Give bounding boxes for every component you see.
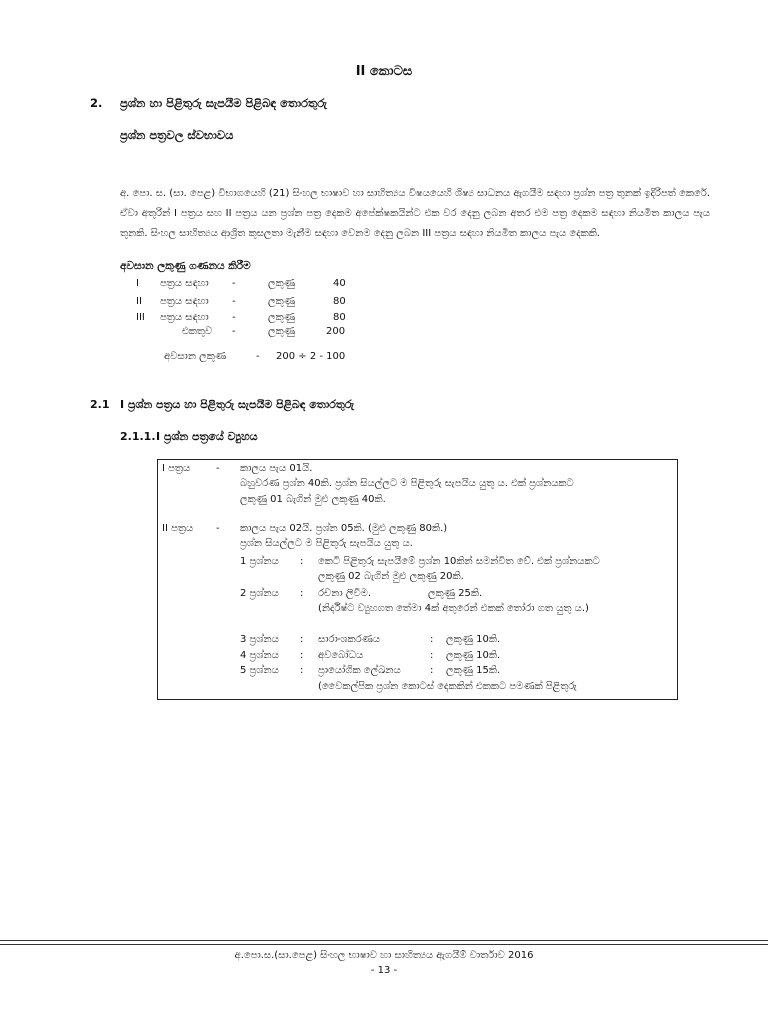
paper1-duration: කාලය පැය 01යි. — [240, 463, 313, 474]
question-1-text: කෙටි පිළිතුරු සැපයීමේ ප්‍රශ්න 10කින් සමන්විත වේ. එක් ප්‍රශ්නයකට — [318, 556, 600, 567]
final-marks-heading: අවසාන ලකුණු ගණනය කිරීම — [120, 260, 251, 272]
question-2-colon: : — [300, 588, 304, 599]
marks-row-num: III — [136, 312, 145, 323]
question-3-colon-2: : — [430, 634, 434, 645]
question-2-text: රචනා ලිවීම. — [318, 588, 372, 599]
question-3-label: 3 ප්‍රශ්නය — [240, 634, 279, 645]
question-1-label: 1 ප්‍රශ්නය — [240, 556, 279, 567]
section-2-1-1-number: 2.1.1. — [120, 430, 156, 443]
marks-total-label: එකතුව — [182, 326, 213, 337]
marks-row-unit: ලකුණු — [268, 312, 295, 323]
marks-total-dash: - — [232, 326, 236, 337]
paper1-description: බහුවරණ ප්‍රශ්න 40කි. ප්‍රශ්න සියල්ලට ම පිළිතුරු සැපයිය යුතු ය. එක් ප්‍රශ්නයකට — [240, 478, 574, 489]
nature-heading: ප්‍රශ්න පත්‍රවල ස්වභාවය — [120, 128, 234, 142]
marks-row-value: 40 — [333, 278, 346, 289]
paper2-duration: කාලය පැය 02යි. ප්‍රශ්න 05කි. (මුළු ලකුණු 80කි.) — [240, 523, 448, 534]
paper2-dash: - — [216, 523, 220, 534]
question-4-text: අවබෝධය — [318, 650, 364, 661]
paper1-dash: - — [216, 463, 220, 474]
question-4-label: 4 ප්‍රශ්නය — [240, 650, 279, 661]
section-2-1-title: I ප්‍රශ්න පත්‍රය හා පිළිතුරු සැපයීම පිළිබඳ තොරතුරු — [120, 398, 355, 411]
question-4-marks: ලකුණු 10කි. — [446, 650, 501, 661]
intro-paragraph: අ. පො. ස. (සා. පෙළ) විභාගයෙහි (21) සිංහල භාෂාව හා සාහිත්‍යය විෂයයෙහි ශිෂ්‍ය සාධනය ඇගයීම සඳහා ප්‍රශ්න පත්‍ර තුනක් ඉදිරිපත් කෙරේ. ඒවා අතුරින් I පත්‍රය සහ II පත්‍රය යන ප්‍රශ්න පත්‍ර දෙකම අපේක්ෂකයින්ට එක වර දෙනු ලබන අතර එම පත්‍ර දෙකම සඳහා නියමිත කාලය පැය තුනකි. සිංහල සාහිත්‍යය ආශ්‍රිත කුසලතා මැනීම සඳහා වෙනම දෙනු ලබන III පත්‍රය සඳහා නියමිත කාලය පැය දෙකකි. — [120, 188, 710, 239]
final-mark-label: අවසාන ලකුණ — [164, 351, 227, 362]
question-2-label: 2 ප්‍රශ්නය — [240, 588, 279, 599]
question-5-label: 5 ප්‍රශ්නය — [240, 665, 279, 676]
marks-row-dash: - — [232, 296, 236, 307]
marks-row-label: පත්‍රය සඳහා — [160, 278, 209, 289]
question-3-marks: ලකුණු 10කි. — [446, 634, 501, 645]
section-2-1-number: 2.1 — [90, 398, 110, 411]
marks-row-label: පත්‍රය සඳහා — [160, 312, 209, 323]
marks-row-value: 80 — [333, 296, 346, 307]
marks-row-unit: ලකුණු — [268, 278, 295, 289]
question-2-marks: ලකුණු 25කි. — [428, 588, 483, 599]
question-5-text: ප්‍රායෝගික ලේඛනය — [318, 665, 401, 676]
question-1-colon: : — [300, 556, 304, 567]
section-2-1-1-title: I ප්‍රශ්න පත්‍රයේ ව්‍යුහය — [156, 430, 258, 443]
marks-row-label: පත්‍රය සඳහා — [160, 296, 209, 307]
footer-rule-bottom — [0, 944, 768, 945]
marks-row-dash: - — [232, 278, 236, 289]
marks-total-value: 200 — [326, 326, 346, 337]
question-2-note: (නිර්දිෂ්ට ව්‍යුහගත තේමා 4ක් අතුරෙන් එකක් තෝරා ගත යුතු ය.) — [318, 603, 589, 614]
footer-rule-top — [0, 940, 768, 941]
part-title: II කොටස — [355, 64, 413, 79]
final-mark-dash: - — [256, 351, 260, 362]
question-4-colon-2: : — [430, 650, 434, 661]
paper1-marks: ලකුණු 01 බැගින් මුළු ලකුණු 40කි. — [240, 494, 386, 505]
marks-row-num: II — [136, 296, 142, 307]
section-2-title: ප්‍රශ්න හා පිළිතුරු සැපයීම පිළිබඳ තොරතුරු — [120, 96, 328, 110]
question-5-colon-2: : — [430, 665, 434, 676]
marks-row-num: I — [136, 278, 139, 289]
question-3-colon: : — [300, 634, 304, 645]
marks-row-value: 80 — [333, 312, 346, 323]
marks-row-dash: - — [232, 312, 236, 323]
paper2-instruction: ප්‍රශ්න සියල්ලට ම පිළිතුරු සැපයිය යුතු ය. — [240, 538, 413, 549]
paper2-label: II පත්‍රය — [162, 523, 194, 534]
question-4-colon: : — [300, 650, 304, 661]
marks-total-unit: ලකුණු — [268, 326, 295, 337]
paper1-label: I පත්‍රය — [162, 463, 191, 474]
question-5-colon: : — [300, 665, 304, 676]
question-5-note: (වෛකල්පික ප්‍රශ්න කොටස් දෙකකින් එකකට පමණක් පිළිතුරු — [318, 681, 577, 692]
question-3-text: සාරාංශකරණය — [318, 634, 381, 645]
question-1-marks: ලකුණු 02 බැගින් මුළු ලකුණු 20කි. — [318, 571, 464, 582]
final-mark-formula: 200 ÷ 2 - 100 — [276, 351, 346, 362]
section-2-number: 2. — [90, 96, 103, 110]
marks-row-unit: ලකුණු — [268, 296, 295, 307]
footer-text: අ.පො.ස.(සා.පෙළ) සිංහල භාෂාව හා සාහිත්‍යය ඇගයීම් වාර්තාව 2016 — [234, 950, 534, 961]
question-5-marks: ලකුණු 15කි. — [446, 665, 501, 676]
page-number: - 13 - — [370, 965, 398, 976]
